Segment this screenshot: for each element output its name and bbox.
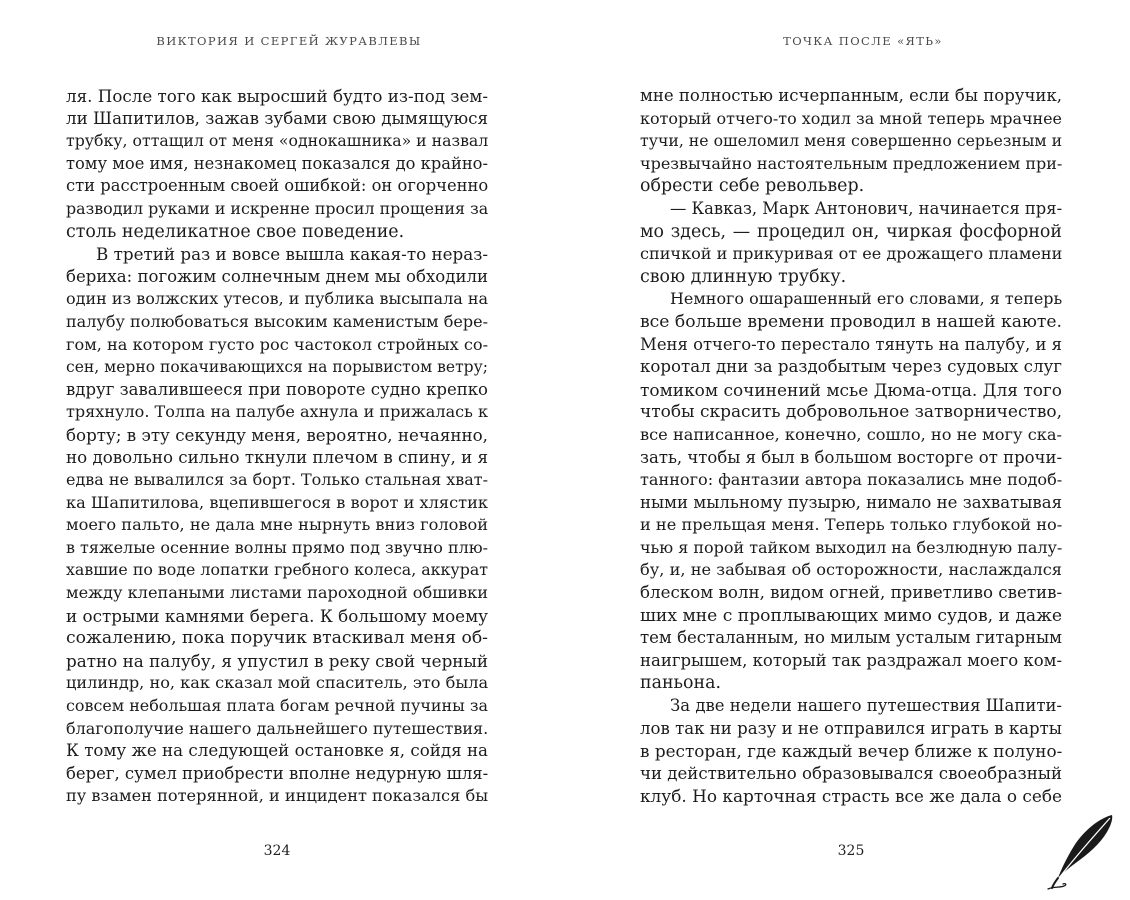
- text-line: мо здесь, — процедил он, чиркая фосфорной: [640, 221, 1062, 242]
- text-line: лов так ни разу и не отправился играть в карты: [640, 718, 1062, 738]
- text-line: все написанное, конечно, сошло, но не могу ска-: [640, 424, 1062, 444]
- text-line: ными мыльному пузырю, нимало не захватывая: [640, 492, 1062, 512]
- text-line: свою длинную трубку.: [640, 266, 847, 287]
- text-line: чтобы скрасить добровольное затворничество,: [640, 402, 1062, 423]
- text-line: в тяжелые осенние волны прямо под звучно плю-: [66, 537, 489, 557]
- left-page: [66, 0, 488, 900]
- text-line: который отчего-то ходил за мной теперь мрачнее: [640, 108, 1062, 128]
- left-page-body: [66, 85, 488, 808]
- text-line: спичкой и прикуривая от ее дрожащего пламени: [640, 244, 1063, 264]
- text-line: моего пальто, не дала мне нырнуть вниз головой: [66, 515, 488, 535]
- text-line: — Кавказ, Марк Антонович, начинается пря-: [670, 198, 1063, 218]
- quill-feather-icon: [1044, 812, 1120, 892]
- text-line: паньона.: [640, 673, 721, 694]
- text-line: берег, сумел приобрести вполне недурную шля-: [66, 763, 489, 783]
- text-line: один из волжских утесов, и публика высыпала на: [66, 289, 488, 309]
- text-line: разводил руками и искренне просил прощения за: [66, 198, 489, 218]
- text-line: тучи, не ошеломил меня совершенно серьезным и: [640, 131, 1063, 151]
- text-line: томиком сочинений мсье Дюма-отца. Для того: [640, 379, 1062, 400]
- text-line: тряхнуло. Толпа на палубе ахнула и прижалась к: [66, 402, 488, 422]
- text-line: сти расстроенным своей ошибкой: он огорченно: [66, 176, 489, 196]
- text-line: едва не вывалился за борт. Только стальная хват-: [66, 470, 488, 490]
- text-line: между клепаными листами пароходной обшивки: [66, 583, 488, 603]
- text-line: все больше времени проводил в нашей каюте.: [640, 311, 1062, 332]
- text-line: вдруг завалившееся при повороте судно крепко: [66, 379, 488, 399]
- text-line: зать, чтобы я был в большом восторге от прочи-: [640, 447, 1063, 467]
- text-line: ших мне с проплывающих мимо судов, и даже: [640, 605, 1062, 626]
- text-line: ли Шапитилов, зажав зубами свою дымящуюся: [66, 108, 489, 128]
- text-line: За две недели нашего путешествия Шапити-: [670, 696, 1062, 716]
- text-line: цилиндр, но, как сказал мой спаситель, это была: [66, 673, 489, 693]
- text-line: ратно на палубу, я упустил в реку свой черный: [66, 650, 488, 671]
- text-line: ка Шапитилова, вцепившегося в ворот и хлястик: [66, 492, 488, 512]
- running-head-title: ТОЧКА ПОСЛЕ «ЯТЬ»: [783, 34, 943, 48]
- text-line: Немного ошарашенный его словами, я теперь: [670, 289, 1063, 309]
- text-line: гом, на котором густо рос частокол стройных со-: [66, 334, 489, 354]
- text-line: танного: фантазии автора показались мне подоб-: [640, 470, 1063, 490]
- text-line: но довольно сильно ткнули плечом в спину, и я: [66, 447, 489, 467]
- text-line: бу, и, не забывая об осторожности, наслаждался: [640, 560, 1062, 580]
- text-line: и острыми камнями берега. К большому моему: [66, 605, 488, 626]
- text-line: тому мое имя, незнакомец показался до крайно-: [66, 153, 488, 173]
- text-line: сожалению, пока поручик втаскивал меня об-: [66, 628, 488, 649]
- text-line: трубку, оттащил от меня «однокашника» и назвал: [66, 131, 489, 151]
- text-line: обрести себе револьвер.: [640, 176, 865, 197]
- text-line: совсем небольшая плата богам речной пучины за: [66, 696, 488, 716]
- text-line: хавшие по воде лопатки гребного колеса, аккурат: [66, 560, 488, 580]
- text-line: и не прельщая меня. Теперь только глубокой но-: [640, 515, 1063, 535]
- text-line: блеском волн, видом огней, приветливо светив-: [640, 583, 1063, 603]
- text-line: коротал дни за раздобытым через судовых слуг: [640, 357, 1062, 377]
- right-page: [640, 0, 1062, 900]
- text-line: В третий раз и вовсе вышла какая-то нераз-: [96, 244, 488, 265]
- text-line: в ресторан, где каждый вечер ближе к полуно-: [640, 741, 1063, 762]
- text-line: наигрышем, который так раздражал моего ком-: [640, 650, 1063, 670]
- text-line: бериха: погожим солнечным днем мы обходили: [66, 266, 489, 286]
- text-line: борту; в эту секунду меня, вероятно, нечаянно,: [66, 424, 488, 445]
- text-line: ля. После того как выросший будто из-под зем-: [66, 86, 488, 106]
- text-line: пу взамен потерянной, и инцидент показался бы: [66, 786, 489, 806]
- page-number-left: 324: [263, 843, 291, 859]
- text-line: благополучие нашего дальнейшего путешествия.: [66, 718, 489, 738]
- text-line: чрезвычайно настоятельным предложением при-: [640, 153, 1063, 173]
- text-line: Меня отчего-то перестало тянуть на палубу, и я: [640, 334, 1062, 354]
- text-line: столь неделикатное свое поведение.: [66, 221, 405, 242]
- text-line: чи действительно образовывался своеобразный: [640, 763, 1062, 783]
- text-line: палубу полюбоваться высоким каменистым бере-: [66, 311, 488, 331]
- text-line: тем бесталанным, но милым усталым гитарным: [640, 628, 1062, 648]
- page-number-right: 325: [837, 843, 865, 859]
- right-page-body: [640, 85, 1062, 808]
- text-line: сен, мерно покачивающихся на порывистом ветру;: [66, 358, 488, 377]
- text-line: клуб. Но карточная страсть все же дала о себе: [640, 786, 1062, 807]
- text-line: К тому же на следующей остановке я, сойдя на: [66, 741, 488, 761]
- text-line: мне полностью исчерпанным, если бы поручик,: [640, 86, 1063, 105]
- text-line: чью я порой тайком выходил на безлюдную палу-: [640, 537, 1063, 557]
- running-head-author: ВИКТОРИЯ И СЕРГЕЙ ЖУРАВЛЕВЫ: [156, 34, 422, 48]
